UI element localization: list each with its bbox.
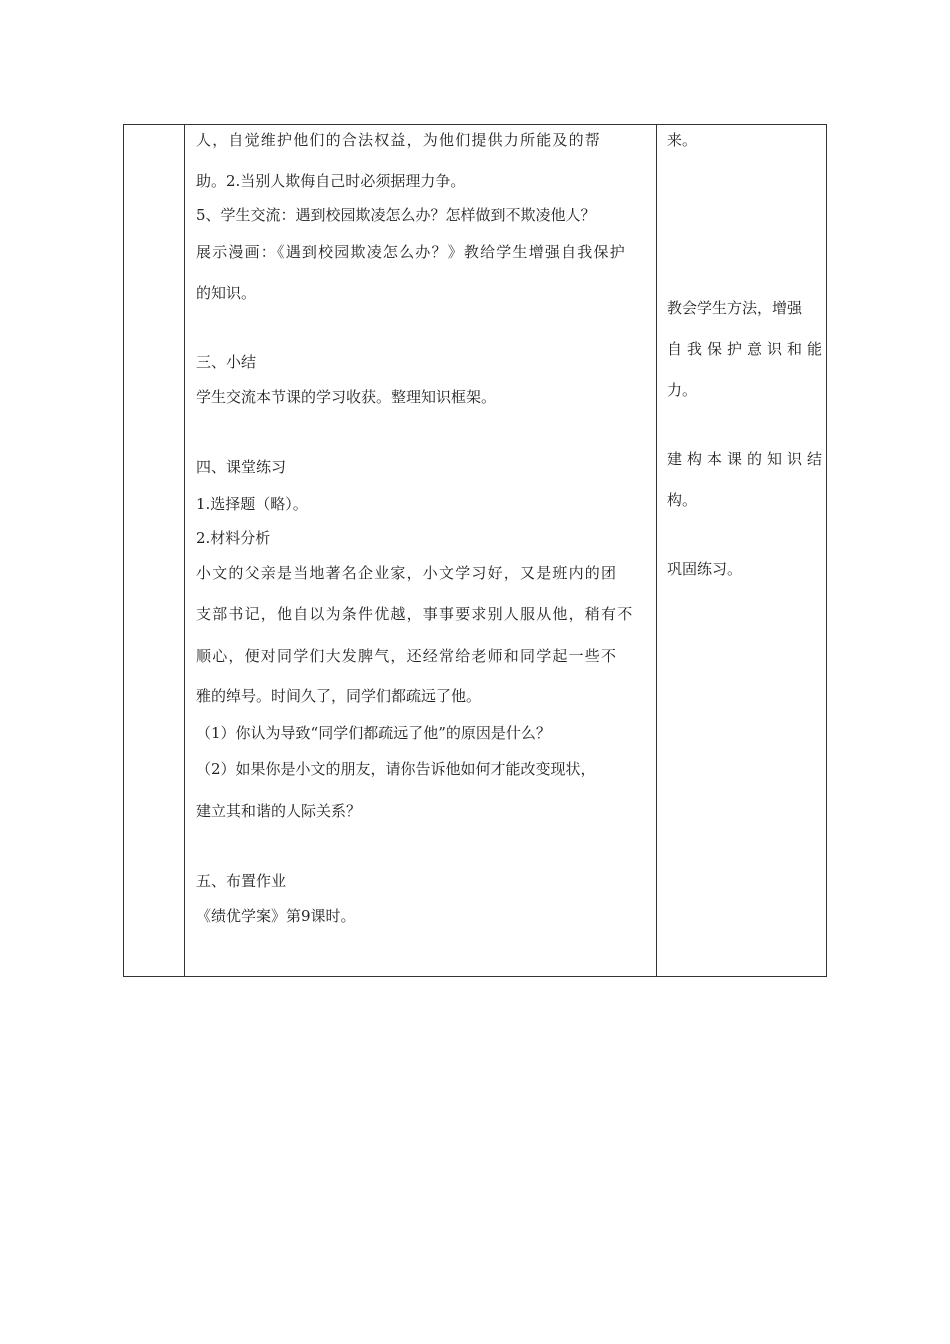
column-divider-left	[184, 125, 185, 976]
note-line: 教会学生方法，增强	[667, 299, 803, 317]
section-heading: 三、小结	[196, 353, 257, 371]
body-line: 顺心，便对同学们大发脾气，还经常给老师和同学起一些不	[196, 647, 618, 665]
note-line: 构。	[667, 491, 698, 509]
note-line: 建构本课的知识结	[667, 450, 828, 468]
body-line: 人，自觉维护他们的合法权益，为他们提供力所能及的帮	[196, 131, 602, 149]
question-line: （1）你认为导致“同学们都疏远了他”的原因是什么？	[196, 724, 551, 742]
body-line: 小文的父亲是当地著名企业家，小文学习好，又是班内的团	[196, 564, 618, 582]
question-line: 建立其和谐的人际关系？	[196, 802, 362, 820]
note-line: 来。	[667, 131, 698, 149]
section-heading: 五、布置作业	[196, 872, 287, 890]
body-line: 1.选择题（略）。	[196, 495, 308, 513]
body-line: 《绩优学案》第9课时。	[196, 907, 356, 925]
body-line: 雅的绰号。时间久了，同学们都疏远了他。	[196, 687, 482, 705]
body-line: 助。2.当别人欺侮自己时必须据理力争。	[196, 172, 466, 190]
body-line: 的知识。	[196, 284, 257, 302]
body-line: 展示漫画：《遇到校园欺凌怎么办？》教给学生增强自我保护	[196, 243, 626, 261]
note-line: 自我保护意识和能	[667, 340, 828, 358]
body-line: 5、学生交流：遇到校园欺凌怎么办？怎样做到不欺凌他人？	[196, 206, 596, 224]
section-heading: 四、课堂练习	[196, 458, 287, 476]
question-line: （2）如果你是小文的朋友，请你告诉他如何才能改变现状，	[196, 760, 596, 778]
note-line: 力。	[667, 381, 698, 399]
body-line: 支部书记，他自以为条件优越，事事要求别人服从他，稍有不	[196, 605, 634, 623]
column-divider-right	[656, 125, 657, 976]
note-line: 巩固练习。	[667, 560, 743, 578]
body-line: 学生交流本节课的学习收获。整理知识框架。	[196, 388, 497, 406]
body-line: 2.材料分析	[196, 529, 271, 547]
lesson-plan-table	[123, 124, 827, 977]
